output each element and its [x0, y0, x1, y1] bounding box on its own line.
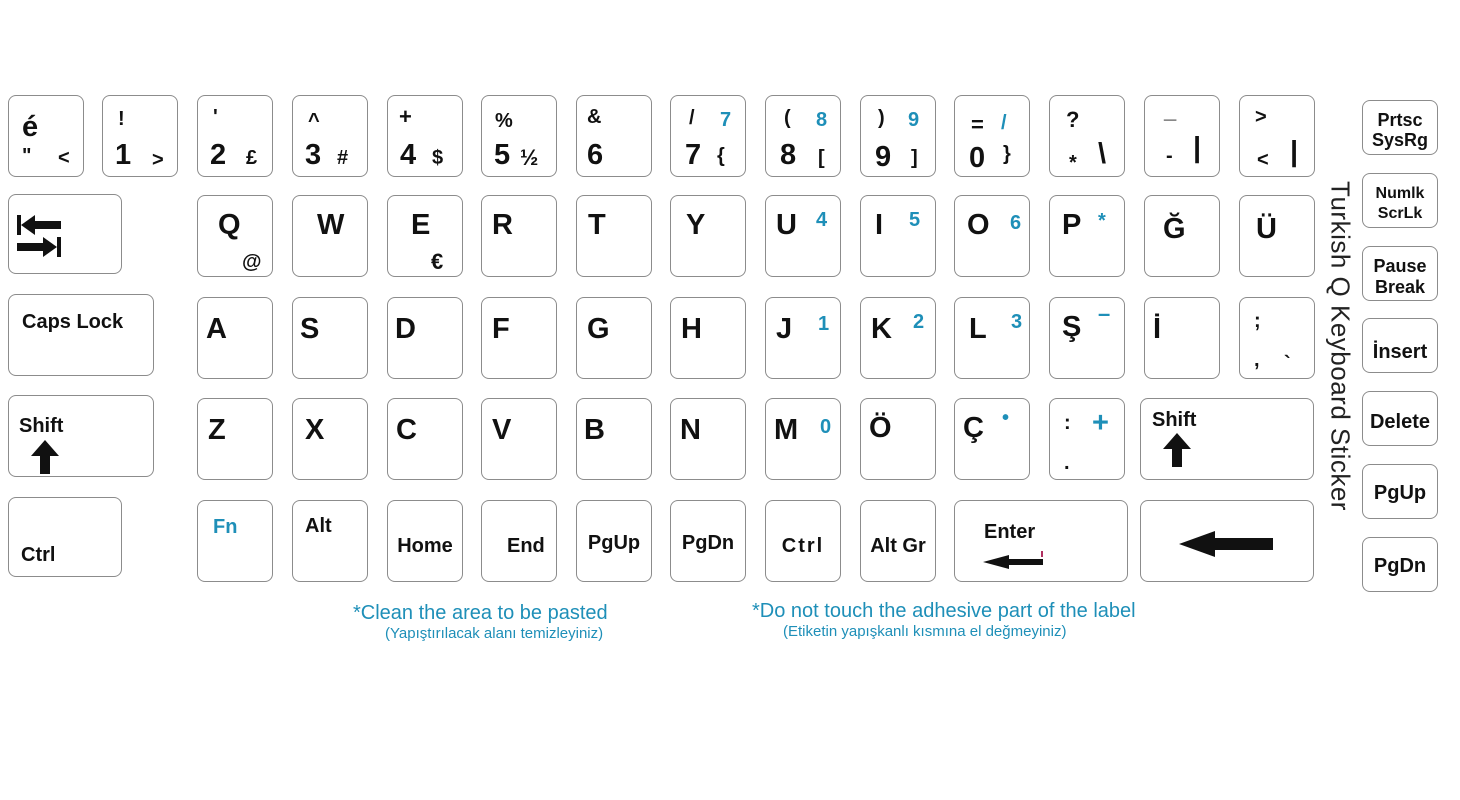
key-4[interactable]: [387, 95, 463, 177]
key-w[interactable]: [292, 195, 368, 277]
key-label-right: <: [58, 147, 70, 169]
key-pause[interactable]: [1362, 246, 1438, 301]
key-side-pgdn[interactable]: [1362, 537, 1438, 592]
key-enter[interactable]: [954, 500, 1128, 582]
key-label-main: C: [396, 414, 417, 446]
key-label-lower: <: [1257, 149, 1269, 171]
key-9[interactable]: [860, 95, 936, 177]
key-prtsc[interactable]: [1362, 100, 1438, 155]
key-label-fn: 3: [1011, 311, 1023, 333]
key-label-fn: 8: [816, 109, 828, 131]
key-backspace[interactable]: [1140, 500, 1314, 582]
key-label-main: Ğ: [1163, 213, 1186, 245]
key-j[interactable]: [765, 297, 841, 379]
key-tab[interactable]: [8, 194, 122, 274]
fn-label: Fn: [213, 516, 238, 538]
prtsc-label: Prtsc: [1377, 110, 1423, 130]
pgdn-label: PgDn: [681, 532, 735, 554]
key-label-main: İ: [1153, 313, 1162, 345]
key-label-right: >: [152, 149, 164, 171]
key-label-fn: +: [1092, 407, 1109, 439]
pause-label: Pause: [1373, 256, 1427, 276]
key-y[interactable]: [670, 195, 746, 277]
key-label-main: V: [492, 414, 512, 446]
key-label-main: B: [584, 414, 605, 446]
key-r[interactable]: [481, 195, 557, 277]
key-p[interactable]: [1049, 195, 1125, 277]
key-label-sub: €: [431, 249, 444, 274]
pgup-label: PgUp: [587, 532, 641, 554]
key-insert[interactable]: [1362, 318, 1438, 373]
insert-label: İnsert: [1372, 341, 1428, 363]
key-label-right: \: [1098, 138, 1107, 170]
key-z[interactable]: [197, 398, 273, 480]
key-home[interactable]: [387, 500, 463, 582]
key-ctrl-left[interactable]: [8, 497, 122, 577]
key-label-main: Ş: [1062, 311, 1082, 343]
key-label-fn: /: [1001, 112, 1007, 134]
key-label-main: Z: [208, 414, 226, 446]
key-a[interactable]: [197, 297, 273, 379]
note-clean-area-tr: (Yapıştırılacak alanı temizleyiniz): [385, 625, 604, 642]
key-c[interactable]: [387, 398, 463, 480]
key-label-upper: =: [971, 112, 984, 137]
side-pgup-label: PgUp: [1373, 482, 1427, 504]
key-label-lower: 3: [305, 139, 322, 171]
backspace-arrow-icon: [1179, 531, 1275, 557]
key-label-main: F: [492, 313, 510, 345]
key-greater[interactable]: [1239, 95, 1315, 177]
ctrl-left-label: Ctrl: [21, 544, 56, 566]
key-label-fn: 4: [816, 209, 828, 231]
key-semicolon[interactable]: [1239, 297, 1315, 379]
key-label-right: `: [1284, 353, 1291, 375]
key-label-upper: ): [878, 107, 885, 129]
key-label-fn: 9: [908, 109, 920, 131]
shift-right-label: Shift: [1152, 409, 1197, 431]
key-shift-left[interactable]: [8, 395, 154, 477]
key-o[interactable]: [954, 195, 1030, 277]
key-label-main: I: [875, 209, 884, 241]
key-u-umlaut[interactable]: [1239, 195, 1315, 277]
key-label-main: D: [395, 313, 416, 345]
key-label-right: $: [432, 147, 444, 169]
key-label-lower: 2: [210, 139, 227, 171]
key-label-right: ½: [520, 145, 539, 170]
key-label-lower: 8: [780, 139, 797, 171]
alt-label: Alt: [305, 515, 332, 537]
key-label-upper: ?: [1066, 107, 1080, 132]
ctrl-right-label: Ctrl: [781, 535, 825, 557]
sysrg-label: SysRg: [1371, 130, 1429, 150]
key-label-lower: ": [22, 145, 32, 167]
home-label: Home: [397, 535, 453, 557]
key-x[interactable]: [292, 398, 368, 480]
key-caps-lock[interactable]: [8, 294, 154, 376]
key-alt-gr[interactable]: [860, 500, 936, 582]
key-label-main: N: [680, 414, 701, 446]
key-label-lower: .: [1064, 452, 1070, 474]
key-h[interactable]: [670, 297, 746, 379]
key-b[interactable]: [576, 398, 652, 480]
shift-arrow-icon: [1163, 433, 1191, 467]
delete-label: Delete: [1369, 411, 1431, 433]
end-label: End: [507, 535, 545, 557]
key-label-main: J: [776, 313, 793, 345]
key-label-main: U: [776, 209, 797, 241]
key-label-main: L: [969, 313, 987, 345]
key-label-main: T: [588, 209, 606, 241]
alt-gr-label: Alt Gr: [870, 535, 926, 557]
key-u[interactable]: [765, 195, 841, 277]
key-d[interactable]: [387, 297, 463, 379]
key-q[interactable]: [197, 195, 273, 277]
key-label-upper: %: [495, 110, 513, 132]
key-label-right: [: [818, 147, 825, 169]
key-5[interactable]: [481, 95, 557, 177]
key-label-lower: 0: [969, 142, 986, 174]
key-label-lower: ,: [1254, 349, 1260, 371]
key-label-main: Ç: [963, 412, 984, 444]
note-adhesive: *Do not touch the adhesive part of the label: [752, 600, 1136, 622]
key-label-upper: ^: [308, 110, 320, 132]
key-label-fn: •: [1002, 407, 1010, 429]
break-label: Break: [1374, 277, 1426, 297]
key-label-upper: (: [784, 107, 791, 129]
key-label-main: K: [871, 313, 892, 345]
key-minus[interactable]: [1144, 95, 1220, 177]
key-label-main: P: [1062, 209, 1082, 241]
key-colon[interactable]: [1049, 398, 1125, 480]
key-ctrl-right[interactable]: [765, 500, 841, 582]
key-label-upper: +: [399, 104, 412, 129]
key-label-fn: *: [1098, 210, 1106, 232]
key-label-fn: 5: [909, 209, 921, 231]
key-label-main: H: [681, 313, 702, 345]
key-label-right: {: [717, 145, 725, 167]
key-label-fn: 7: [720, 109, 732, 131]
key-label-right: ]: [911, 147, 918, 169]
key-label-fn: 6: [1010, 212, 1022, 234]
key-shift-right[interactable]: [1140, 398, 1314, 480]
key-label-upper: /: [689, 107, 695, 129]
key-t[interactable]: [576, 195, 652, 277]
key-0[interactable]: [954, 95, 1030, 177]
key-label-lower: 1: [115, 139, 132, 171]
key-question[interactable]: [1049, 95, 1125, 177]
key-s-cedilla[interactable]: [1049, 297, 1125, 379]
key-label-lower: 7: [685, 139, 702, 171]
key-label-main: Ü: [1256, 213, 1277, 245]
key-e-acute[interactable]: [8, 95, 84, 177]
key-o-umlaut[interactable]: [860, 398, 936, 480]
key-label-lower: 4: [400, 139, 417, 171]
key-8[interactable]: [765, 95, 841, 177]
key-label-main: Y: [686, 209, 706, 241]
key-fn[interactable]: [197, 500, 273, 582]
key-k[interactable]: [860, 297, 936, 379]
side-pgdn-label: PgDn: [1373, 555, 1427, 577]
key-label-main: X: [305, 414, 325, 446]
key-7[interactable]: [670, 95, 746, 177]
tab-arrows-icon: [15, 213, 65, 259]
key-label-fn: 2: [913, 311, 925, 333]
key-alt[interactable]: [292, 500, 368, 582]
key-label-upper: !: [118, 108, 125, 130]
key-label-right: |: [1193, 132, 1202, 164]
key-label-fn: –: [1098, 301, 1111, 326]
key-2[interactable]: [197, 95, 273, 177]
key-pgup[interactable]: [576, 500, 652, 582]
shift-arrow-icon: [31, 440, 59, 474]
key-side-pgup[interactable]: [1362, 464, 1438, 519]
key-label-main: A: [206, 313, 227, 345]
key-s[interactable]: [292, 297, 368, 379]
key-label-main: O: [967, 209, 990, 241]
enter-label: Enter: [984, 521, 1036, 543]
key-label-upper: ': [213, 106, 218, 128]
key-label-main: Q: [218, 209, 241, 241]
enter-arrow-icon: [983, 551, 1045, 571]
key-delete[interactable]: [1362, 391, 1438, 446]
numlk-label: Numlk: [1375, 185, 1425, 202]
shift-left-label: Shift: [19, 415, 64, 437]
key-m[interactable]: [765, 398, 841, 480]
key-3[interactable]: [292, 95, 368, 177]
key-label-sub: @: [242, 251, 262, 273]
key-numlk[interactable]: [1362, 173, 1438, 228]
key-label-upper: ;: [1254, 310, 1261, 332]
key-pgdn[interactable]: [670, 500, 746, 582]
key-label-main: W: [317, 209, 345, 241]
scrlk-label: ScrLk: [1377, 205, 1423, 222]
key-l[interactable]: [954, 297, 1030, 379]
key-label-lower: -: [1166, 145, 1173, 167]
key-label-right: #: [337, 147, 349, 169]
key-label-fn: 1: [818, 313, 830, 335]
key-label-right: }: [1003, 143, 1011, 165]
key-i-dot[interactable]: [1144, 297, 1220, 379]
key-label-upper: é: [22, 111, 39, 143]
key-label-main: M: [774, 414, 799, 446]
key-end[interactable]: [481, 500, 557, 582]
key-label-main: Ö: [869, 412, 892, 444]
key-label-main: E: [411, 209, 431, 241]
key-label-lower: *: [1069, 152, 1077, 174]
key-label-main: S: [300, 313, 320, 345]
key-label-lower: 5: [494, 139, 511, 171]
key-label-upper: :: [1064, 412, 1071, 434]
key-label-upper: &: [587, 106, 602, 128]
key-v[interactable]: [481, 398, 557, 480]
key-1[interactable]: [102, 95, 178, 177]
key-6[interactable]: [576, 95, 652, 177]
key-label-lower: 6: [587, 139, 604, 171]
key-label-upper: >: [1255, 106, 1267, 128]
key-label-main: G: [587, 313, 610, 345]
note-adhesive-tr: (Etiketin yapışkanlı kısmına el değmeyiniz): [783, 623, 1067, 640]
key-n[interactable]: [670, 398, 746, 480]
key-label-fn: 0: [820, 416, 832, 438]
key-label-upper: _: [1164, 98, 1177, 123]
sticker-title: Turkish Q Keyboard Sticker: [1325, 181, 1356, 511]
caps-lock-label: Caps Lock: [22, 311, 124, 333]
key-f[interactable]: [481, 297, 557, 379]
key-label-right: |: [1290, 136, 1299, 168]
key-e[interactable]: [387, 195, 463, 277]
key-g-breve[interactable]: [1144, 195, 1220, 277]
key-i[interactable]: [860, 195, 936, 277]
key-c-cedilla[interactable]: [954, 398, 1030, 480]
key-g[interactable]: [576, 297, 652, 379]
note-clean-area: *Clean the area to be pasted: [353, 602, 608, 624]
key-label-lower: 9: [875, 141, 892, 173]
key-label-right: £: [246, 147, 258, 169]
key-label-main: R: [492, 209, 513, 241]
